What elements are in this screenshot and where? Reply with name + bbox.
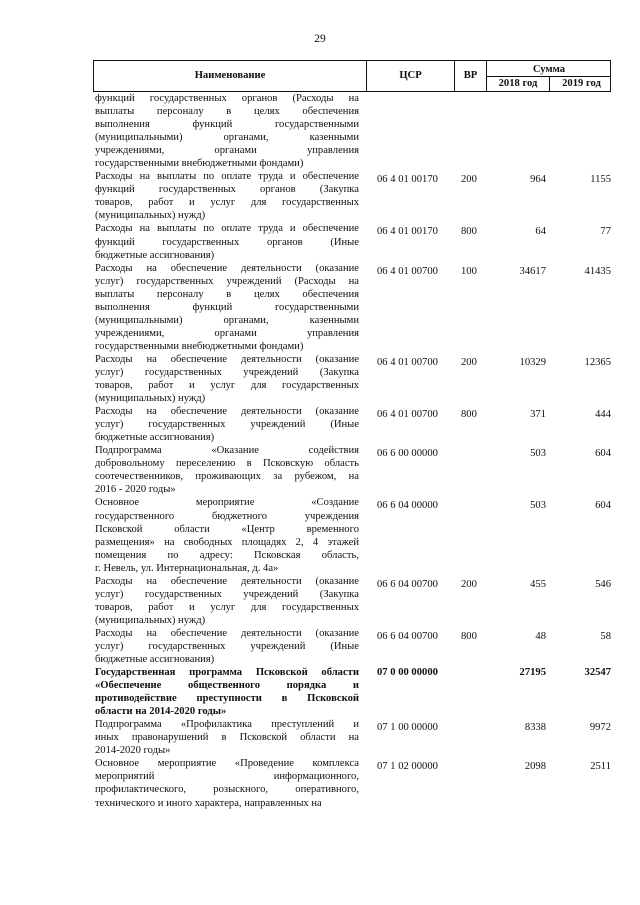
table-row [95,405,611,444]
row-value-2019: 9972 [589,722,611,734]
row-value-2018: 8338 [524,722,546,734]
row-value-2019: 604 [595,500,611,512]
row-name-line: услуг) государственных учреждений (Закупка [95,366,359,378]
row-name-line: профилактического, розыскного, оперативного, [95,784,359,796]
table-row [95,757,611,809]
table-row [95,575,611,627]
row-name-line: помещения по адресу: Псковская область, [95,549,359,561]
row-name-line: Расходы на обеспечение деятельности (оказание [95,627,359,639]
row-value-2019: 58 [600,630,611,642]
row-name-line: Основное мероприятие «Создание [95,497,359,509]
row-vr: 800 [461,409,477,421]
row-name-line: мероприятий информационного, [95,771,359,783]
row-name-line: функций государственных органов (Иные [95,236,359,248]
row-name-line: государственными внебюджетными фондами) [95,340,304,352]
row-name-line: услуг) государственных учреждений (Иные [95,419,359,431]
table-row [95,718,611,757]
table-row [95,666,611,718]
row-csr: 06 6 04 00700 [377,630,438,642]
row-value-2019: 604 [595,448,611,460]
row-name-line: выполнения функций государственными [95,301,359,313]
header-sum [486,61,611,91]
row-name-line: Псковской области «Центр временного [95,523,359,535]
row-csr: 06 4 01 00700 [377,265,438,277]
row-name-line: «Обеспечение общественного порядка и [95,680,359,692]
row-value-2019: 546 [595,578,611,590]
row-vr: 100 [461,265,477,277]
row-csr: 06 4 01 00700 [377,409,438,421]
table-row [95,170,611,222]
header-sum-label: Сумма [532,64,566,75]
header-vr: ВР [454,61,486,91]
row-value-2019: 32547 [584,667,611,679]
row-vr: 200 [461,356,477,368]
row-name-line: бюджетные ассигнования) [95,654,215,666]
row-name [95,666,359,718]
row-name-line: услуг) государственных учреждений (Расходы на [95,275,359,287]
row-name-line: выплаты персоналу в целях обеспечения [95,106,359,118]
row-name-line: Расходы на обеспечение деятельности (оказание [95,406,359,418]
table-row [95,627,611,666]
row-name-line: Основное мероприятие «Проведение комплекса [95,758,359,770]
table-row [95,444,611,496]
row-name-line: Расходы на обеспечение деятельности (оказание [95,262,359,274]
row-name [95,444,359,496]
header-csr: ЦСР [366,61,454,91]
row-name-line: Расходы на выплаты по оплате труда и обеспечение [95,171,359,183]
row-name [95,718,359,757]
row-name-line: бюджетные ассигнования) [95,432,215,444]
row-value-2018: 27195 [519,667,546,679]
table-row [95,262,611,353]
row-name [95,222,359,261]
row-name-line: 2014-2020 годы» [95,745,171,757]
row-name-line: г. Невель, ул. Интернациональная, д. 4а» [95,562,279,574]
row-vr: 800 [461,630,477,642]
row-value-2019: 444 [595,409,611,421]
row-csr: 07 1 02 00000 [377,761,438,773]
row-value-2019: 41435 [584,265,611,277]
table-row [95,496,611,574]
row-name-line: функций государственных органов (Закупка [95,184,359,196]
row-name-line: Расходы на обеспечение деятельности (оказание [95,353,359,365]
row-name [95,757,359,809]
row-name-line: соотечественников, проживающих за рубежом, на [95,471,359,483]
row-value-2018: 2098 [524,761,546,773]
row-value-2019: 77 [600,226,611,238]
page-number: 29 [314,33,326,45]
row-name-line: (муниципальных) нужд) [95,210,206,222]
row-name [95,496,359,574]
row-vr: 200 [461,578,477,590]
row-name-line: учреждениями, органами управления [95,145,359,157]
row-name-line: выплаты персоналу в целях обеспечения [95,288,359,300]
row-name-line: размещения» на свободных площадях 2, 4 этажей [95,536,359,548]
header-year-2018: 2018 год [498,78,538,89]
row-name [95,627,359,666]
row-name-line: учреждениями, органами управления [95,327,359,339]
row-csr: 06 6 00 00000 [377,448,438,460]
row-value-2019: 1155 [590,174,611,186]
row-name-line: (муниципальными) органами, казенными [95,314,359,326]
row-name [95,262,359,353]
row-value-2018: 371 [530,409,546,421]
row-name-line: Расходы на обеспечение деятельности (оказание [95,575,359,587]
table-header [93,60,611,92]
row-name-line: государственного бюджетного учреждения [95,510,359,522]
table-row [95,92,611,170]
row-name [95,353,359,405]
row-value-2019: 12365 [584,356,611,368]
row-name-line: 2016 - 2020 годы» [95,484,176,496]
row-name [95,92,359,170]
row-value-2019: 2511 [590,761,611,773]
row-name-line: Подпрограмма «Оказание содействия [95,445,359,457]
row-csr: 06 4 01 00700 [377,356,438,368]
row-name-line: области на 2014-2020 годы» [95,706,227,718]
row-csr: 06 4 01 00170 [377,226,438,238]
row-name [95,575,359,627]
row-value-2018: 503 [530,500,546,512]
row-name [95,170,359,222]
row-name-line: товаров, работ и услуг для государственных [95,380,359,392]
row-name-line: Расходы на выплаты по оплате труда и обеспечение [95,223,359,235]
row-name-line: противодействие преступности в Псковской [95,693,359,705]
row-name-line: бюджетные ассигнования) [95,249,215,261]
row-csr: 07 0 00 00000 [377,667,438,679]
row-value-2018: 64 [535,226,546,238]
row-name-line: Подпрограмма «Профилактика преступлений и [95,719,359,731]
header-name: Наименование [93,61,366,91]
row-vr: 800 [461,226,477,238]
table-row [95,353,611,405]
row-value-2018: 34617 [519,265,546,277]
row-name-line: (муниципальных) нужд) [95,614,206,626]
table-body [95,92,611,810]
row-name-line: товаров, работ и услуг для государственных [95,197,359,209]
row-name-line: выполнения функций государственными [95,119,359,131]
header-year-2019: 2019 год [549,77,613,92]
row-name-line: добровольному переселению в Псковскую область [95,458,359,470]
row-name-line: функций государственных органов (Расходы на [95,93,359,104]
row-csr: 06 6 04 00000 [377,500,438,512]
row-name-line: (муниципальными) органами, казенными [95,132,359,144]
row-name-line: Государственная программа Псковской области [95,667,359,679]
row-value-2018: 455 [530,578,546,590]
row-name-line: государственными внебюджетными фондами) [95,158,304,170]
row-csr: 06 4 01 00170 [377,174,438,186]
row-vr: 200 [461,174,477,186]
row-value-2018: 10329 [519,356,546,368]
row-value-2018: 48 [535,630,546,642]
row-name-line: услуг) государственных учреждений (Закупка [95,588,359,600]
row-name-line: товаров, работ и услуг для государственных [95,601,359,613]
row-csr: 06 6 04 00700 [377,578,438,590]
row-value-2018: 503 [530,448,546,460]
row-csr: 07 1 00 00000 [377,722,438,734]
row-name-line: услуг) государственных учреждений (Иные [95,640,359,652]
table-row [95,222,611,261]
row-value-2018: 964 [530,174,546,186]
row-name [95,405,359,444]
row-name-line: иных правонарушений в Псковской области на [95,732,359,744]
row-name-line: технического и иного характера, направленных на [95,797,322,809]
row-name-line: (муниципальных) нужд) [95,393,206,405]
